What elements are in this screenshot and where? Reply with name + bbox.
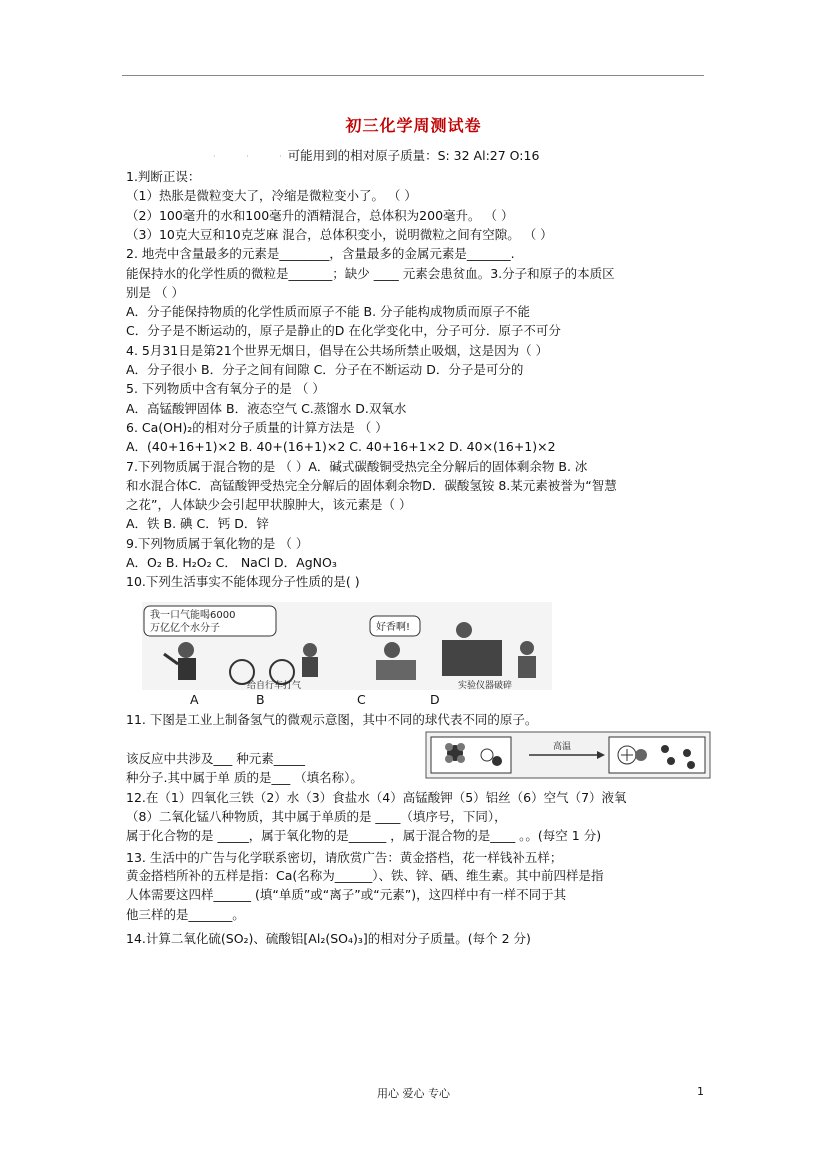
question-line: 13. 生活中的广告与化学联系密切，请欣赏广告：黄金搭档，花一样钱补五样； xyxy=(126,850,563,865)
question-line: 之花”，人体缺少会引起甲状腺肿大，该元素是（ ） xyxy=(126,497,412,513)
question-line: 能保持水的化学性质的微粒是_______；缺少 ____ 元素会患贫血。3.分子和原子的本质区 xyxy=(126,265,615,281)
question-line: 黄金搭档所补的五样是指：Ca(名称为______）、铁、锌、硒、维生素。其中前四样是指 xyxy=(126,868,604,883)
option-label-a: A xyxy=(190,692,199,707)
question-line: A．分子能保持物质的化学性质而原子不能 B. 分子能构成物质而原子不能 xyxy=(126,304,531,320)
page-subtitle: 可能用到的相对原子质量：S: 32 Al:27 O:16 xyxy=(287,148,540,163)
question-line: 人体需要这四样______ (填“单质”或“离子”或“元素”)，这四样中有一样不同于其 xyxy=(126,887,567,902)
bubble-text-1: 我一口气能喝6000 xyxy=(150,610,236,621)
question-line: A．分子很小 B．分子之间有间隙 C．分子在不断运动 D．分子是可分的 xyxy=(126,362,524,377)
question-line: 他三样的是_______。 xyxy=(126,907,245,922)
option-label-b: B xyxy=(256,692,265,707)
reaction-diagram xyxy=(425,731,711,779)
question-line: 属于化合物的是 _____，属于氧化物的是______ ，属于混合物的是____ 。。(每空 1 分) xyxy=(126,828,602,843)
decorative-dots: · · · xyxy=(213,152,296,161)
page-number: 1 xyxy=(697,1085,704,1098)
question-line: 4. 5月31日是第21个世界无烟日，倡导在公共场所禁止吸烟，这是因为（ ） xyxy=(126,342,549,358)
bubble-text-2: 万亿亿个水分子 xyxy=(150,623,220,634)
question-line: 12.在（1）四氧化三铁（2）水（3）食盐水（4）高锰酸钾（5）铝丝（6）空气（7）液氧 xyxy=(126,790,627,805)
question-line: （1）热胀是微粒变大了，冷缩是微粒变小了。 （ ） xyxy=(126,188,417,204)
question-line: A．高锰酸钾固体 B．液态空气 C.蒸馏水 D.双氧水 xyxy=(126,400,407,416)
question-line: 10.下列生活事实不能体现分子性质的是( ) xyxy=(126,574,360,590)
question-line: 14.计算二氧化硫(SO₂)、硫酸铝[Al₂(SO₄)₃]的相对分子质量。(每个 2 分) xyxy=(126,931,531,946)
question-line: （3）10克大豆和10克芝麻 混合，总体积变小，说明微粒之间有空隙。 （ ） xyxy=(126,226,553,242)
question-line: （2）100毫升的水和100毫升的酒精混合，总体积为200毫升。 （ ） xyxy=(126,207,514,223)
header-rule xyxy=(122,75,704,76)
question-line: 别是 （ ） xyxy=(126,284,184,300)
question-line: C．分子是不断运动的，原子是静止的D 在化学变化中，分子可分．原子不可分 xyxy=(126,323,561,339)
option-label-c: C xyxy=(357,692,366,707)
caption-b: 给自行车打气 xyxy=(247,681,302,690)
question-line: A．(40+16+1)×2 B. 40+(16+1)×2 C. 40+16+1×2 D. 40×(16+1)×2 xyxy=(126,439,556,455)
question-line: 1.判断正误： xyxy=(126,169,201,184)
page-title: 初三化学周测试卷 xyxy=(345,116,482,135)
arrow-label: 高温 xyxy=(553,742,572,752)
question-line: 9.下列物质属于氧化物的是 （ ） xyxy=(126,535,309,551)
page-footer: 用心 爱心 专心 xyxy=(377,1087,450,1100)
question-line: （8）二氧化锰八种物质，其中属于单质的是 ____（填序号，下同）， xyxy=(126,809,507,824)
question-line: A．铁 B. 碘 C．钙 D．锌 xyxy=(126,516,269,532)
question-line: A．O₂ B. H₂O₂ C． NaCl D．AgNO₃ xyxy=(126,555,337,570)
question-10-illustration xyxy=(142,602,552,690)
question-line: 6. Ca(OH)₂的相对分子质量的计算方法是 （ ） xyxy=(126,419,388,435)
question-line: 7.下列物质属于混合物的是 （ ）A．碱式碳酸铜受热完全分解后的固体剩余物 B. 冰 xyxy=(126,458,588,474)
question-line: 2. 地壳中含量最多的元素是________，含量最多的金属元素是_______. xyxy=(126,246,515,262)
caption-d: 实验仪器破碎 xyxy=(458,681,513,690)
option-label-d: D xyxy=(430,692,440,707)
question-line: 和水混合体C．高锰酸钾受热完全分解后的固体剩余物D．碳酸氢铵 8.某元素被誉为“智慧 xyxy=(126,477,617,493)
question-line: 11. 下图是工业上制备氢气的微观示意图，其中不同的球代表不同的原子。 xyxy=(126,712,538,727)
bubble-text-3: 好香啊! xyxy=(376,622,411,633)
question-line: 该反应中共涉及___ 种元素_____ xyxy=(126,751,305,766)
question-line: 种分子.其中属于单 质的是___ （填名称）。 xyxy=(126,770,363,785)
question-line: 5. 下列物质中含有氧分子的是 （ ） xyxy=(126,381,325,397)
